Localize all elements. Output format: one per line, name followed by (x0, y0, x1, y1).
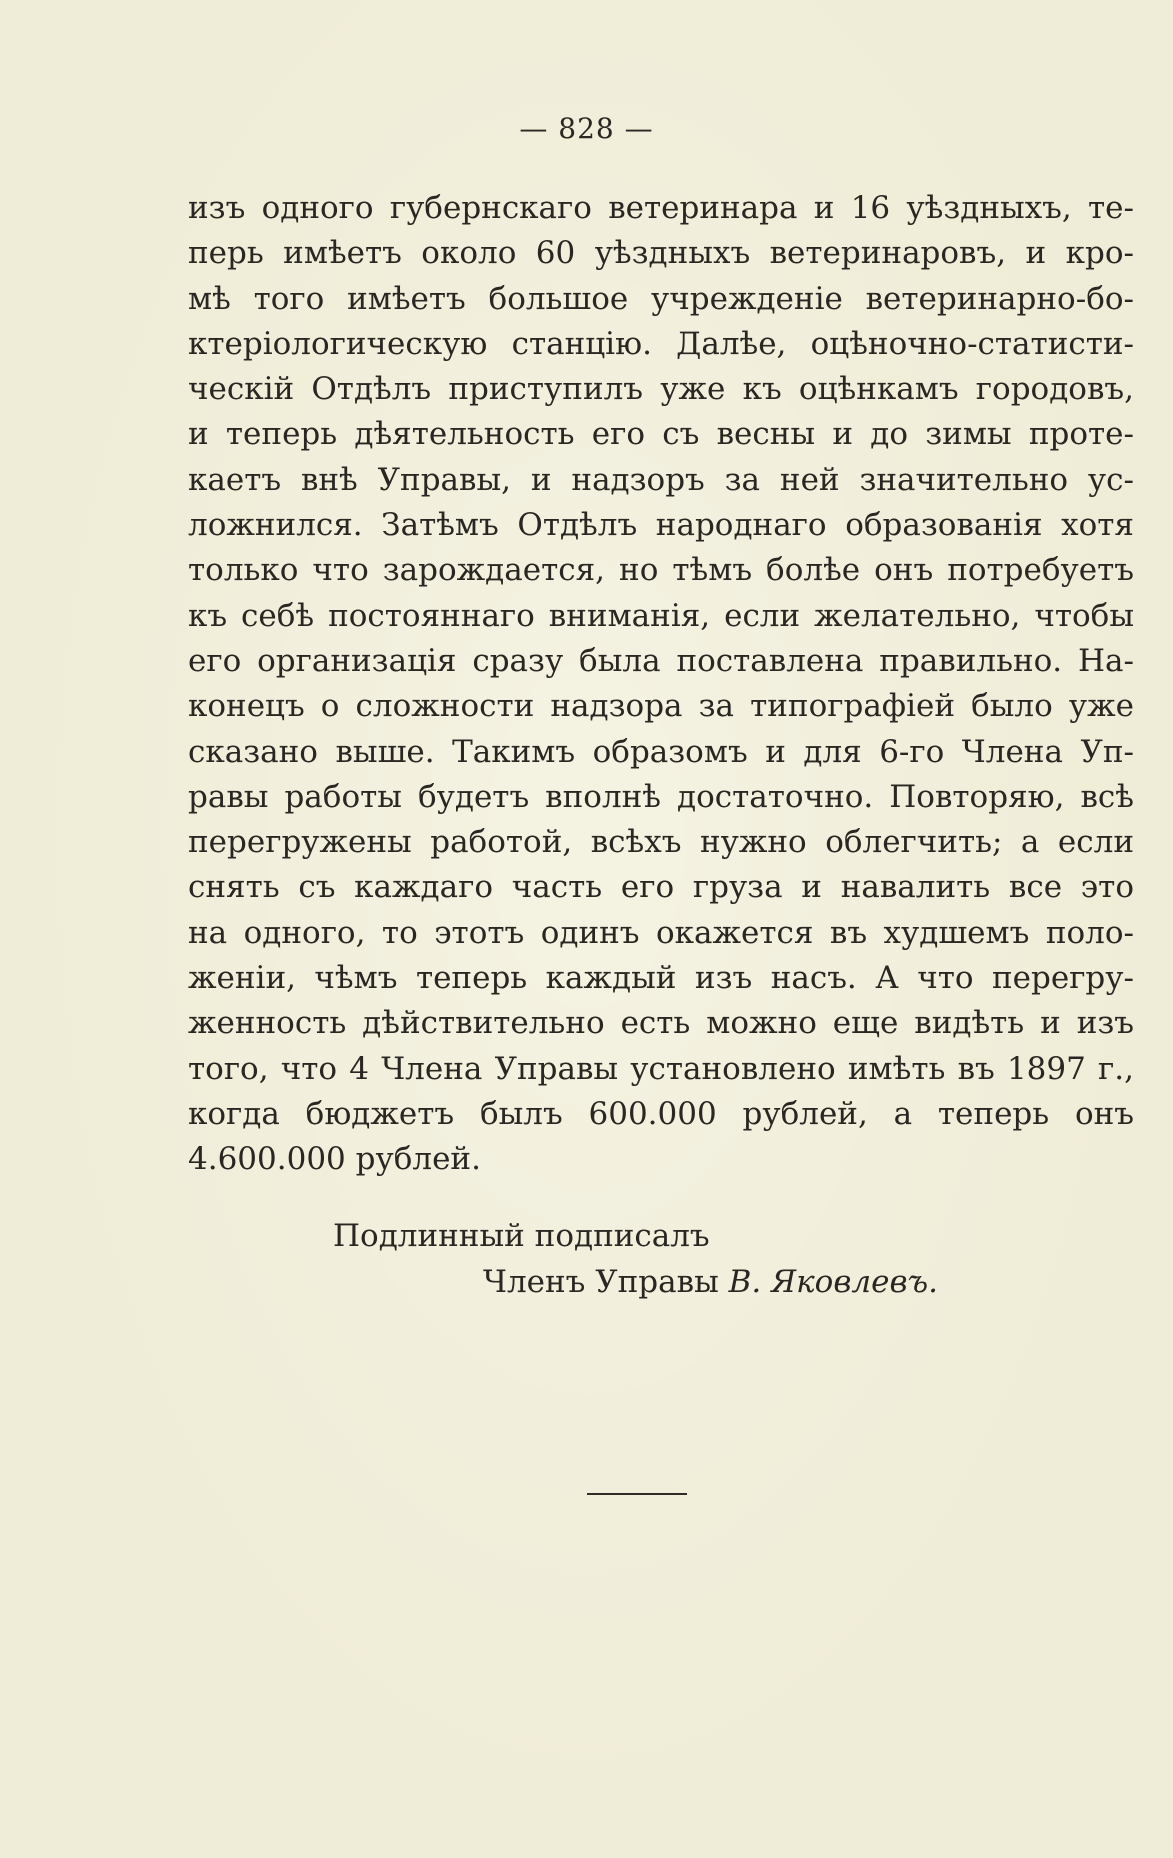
signer-name: В. Яковлевъ. (728, 1264, 939, 1300)
text-line: когда бюджетъ былъ 600.000 рублей, а теперь онъ (188, 1095, 1134, 1132)
text-line: снять съ каждаго часть его груза и навалить все это (188, 869, 1134, 906)
text-line-last: 4.600.000 рублей. (188, 1141, 481, 1178)
signature-signer (483, 1264, 938, 1300)
text-line: равы работы будетъ вполнѣ достаточно. Повторяю, всѣ (188, 778, 1134, 815)
closing-rule (587, 1493, 687, 1495)
text-line: мѣ того имѣетъ большое учрежденіе ветеринарно-бо- (188, 280, 1134, 317)
text-line: каетъ внѣ Управы, и надзоръ за ней значительно ус- (188, 461, 1134, 498)
text-line: перь имѣетъ около 60 уѣздныхъ ветеринаровъ, и кро- (188, 235, 1134, 272)
text-line: ктеріологическую станцію. Далѣе, оцѣночно-статисти- (188, 325, 1134, 362)
text-line: къ себѣ постояннаго вниманія, если желательно, чтобы (188, 597, 1134, 634)
text-line: того, что 4 Члена Управы установлено имѣть въ 1897 г., (188, 1050, 1134, 1087)
text-line: только что зарождается, но тѣмъ болѣе онъ потребуетъ (188, 552, 1134, 589)
text-line: его организація сразу была поставлена правильно. На- (188, 642, 1134, 679)
signature-caption: Подлинный подписалъ (333, 1218, 710, 1254)
text-line: перегружены работой, всѣхъ нужно облегчить; а если (188, 824, 1134, 861)
text-line: сказано выше. Такимъ образомъ и для 6-го Члена Уп- (188, 733, 1134, 770)
text-line: женіи, чѣмъ теперь каждый изъ насъ. А что перегру- (188, 960, 1134, 997)
text-line: конецъ о сложности надзора за типографіей было уже (188, 688, 1134, 725)
text-line: на одного, то этотъ одинъ окажется въ худшемъ поло- (188, 914, 1134, 951)
text-line: и теперь дѣятельность его съ весны и до зимы проте- (188, 416, 1134, 453)
page-number: — 828 — (519, 112, 654, 145)
signer-title: Членъ Управы (483, 1264, 719, 1300)
text-line: изъ одного губернскаго ветеринара и 16 уѣздныхъ, те- (188, 190, 1134, 226)
body-text (188, 186, 1134, 1183)
text-line: ческій Отдѣлъ приступилъ уже къ оцѣнкамъ городовъ, (188, 371, 1134, 408)
text-line: женность дѣйствительно есть можно еще видѣть и изъ (188, 1005, 1134, 1042)
text-line: ложнился. Затѣмъ Отдѣлъ народнаго образованія хотя (188, 507, 1134, 544)
